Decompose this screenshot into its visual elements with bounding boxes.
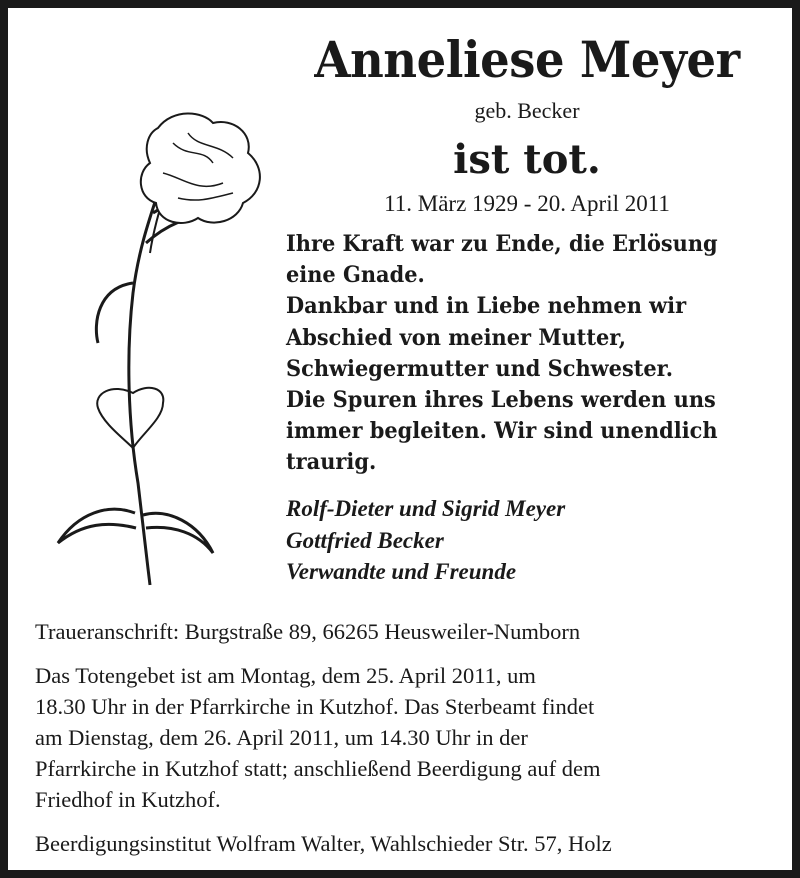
message-line: Ihre Kraft war zu Ende, die Erlösung <box>286 231 718 257</box>
service-line: 18.30 Uhr in der Pfarrkirche in Kutzhof. Das Sterbeamt findet <box>35 694 595 719</box>
message-line: Die Spuren ihres Lebens werden uns <box>286 387 716 414</box>
mourning-address: Traueranschrift: Burgstraße 89, 66265 Heusweiler-Numborn <box>35 619 581 644</box>
signatory: Rolf-Dieter und Sigrid Meyer <box>286 496 566 521</box>
signatories <box>286 493 565 588</box>
service-details <box>35 660 600 815</box>
service-line: Pfarrkirche in Kutzhof statt; anschließend Beerdigung auf dem <box>35 756 601 781</box>
message-line: immer begleiten. Wir sind unendlich <box>286 418 718 445</box>
message-line: Dankbar und in Liebe nehmen wir <box>286 293 687 320</box>
message-line: traurig. <box>286 449 377 476</box>
deceased-name: Anneliese Meyer <box>314 30 740 89</box>
carnation-illustration <box>38 103 278 593</box>
headline: ist tot. <box>453 136 601 183</box>
service-line: am Dienstag, dem 26. April 2011, um 14.30 Uhr in der <box>35 725 528 750</box>
message-line: Abschied von meiner Mutter, <box>286 324 627 351</box>
birth-name: geb. Becker <box>474 98 580 123</box>
life-dates: 11. März 1929 - 20. April 2011 <box>384 191 670 216</box>
service-line: Das Totengebet ist am Montag, dem 25. April 2011, um <box>35 663 536 688</box>
message-line: Schwiegermutter und Schwester. <box>286 355 674 382</box>
message <box>286 229 740 479</box>
signatory: Verwandte und Freunde <box>286 559 517 584</box>
signatory: Gottfried Becker <box>286 527 444 553</box>
message-line: eine Gnade. <box>286 262 425 289</box>
funeral-home: Beerdigungsinstitut Wolfram Walter, Wahlschieder Str. 57, Holz <box>35 831 612 856</box>
service-line: Friedhof in Kutzhof. <box>35 787 221 812</box>
